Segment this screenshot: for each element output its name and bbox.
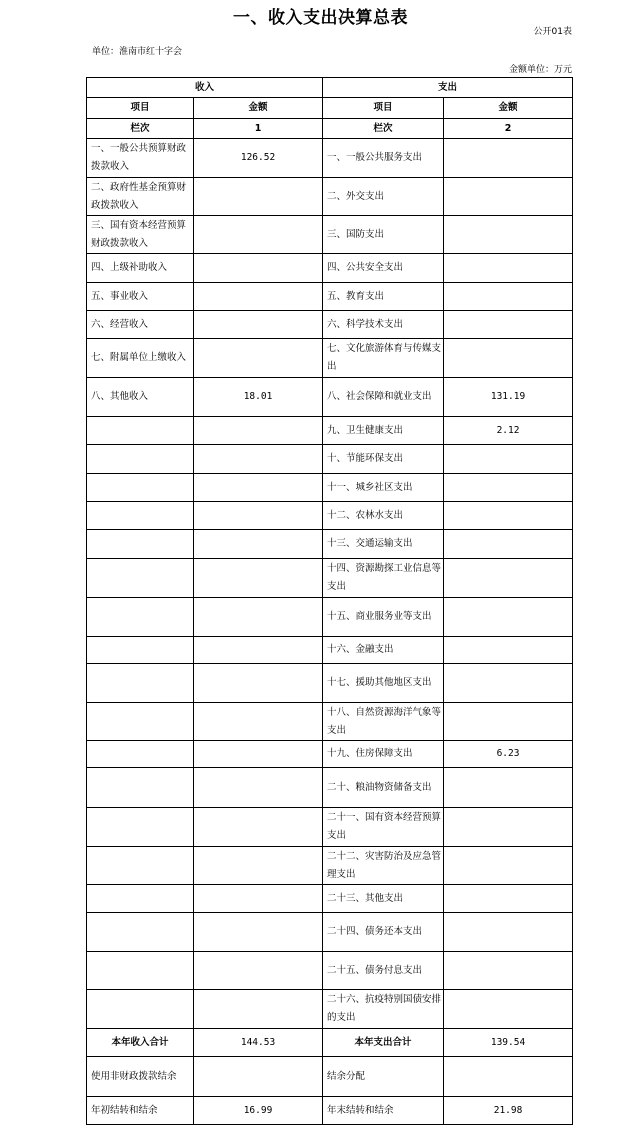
expense-item-cell: 四、公共安全支出 bbox=[323, 254, 444, 283]
income-item-cell bbox=[87, 741, 194, 768]
income-item-cell: 七、附属单位上缴收入 bbox=[87, 339, 194, 378]
income-amount-cell bbox=[194, 598, 323, 637]
income-amount-cell bbox=[194, 952, 323, 990]
expense-amount-cell: 131.19 bbox=[444, 378, 573, 417]
table-row bbox=[87, 254, 573, 283]
income-amount-cell bbox=[194, 741, 323, 768]
column-index-label: 栏次 bbox=[323, 119, 444, 139]
income-column-index: 1 bbox=[194, 119, 323, 139]
income-amount-cell bbox=[194, 637, 323, 664]
expense-item-cell: 十九、住房保障支出 bbox=[323, 741, 444, 768]
expense-amount-cell bbox=[444, 885, 573, 913]
table-row bbox=[87, 637, 573, 664]
income-amount-cell bbox=[194, 703, 323, 741]
table-row bbox=[87, 178, 573, 216]
income-amount-cell bbox=[194, 339, 323, 378]
income-amount-cell: 18.01 bbox=[194, 378, 323, 417]
income-item-cell bbox=[87, 637, 194, 664]
table-row bbox=[87, 139, 573, 178]
income-amount-cell bbox=[194, 559, 323, 598]
expense-amount-cell bbox=[444, 474, 573, 502]
expense-total-amount: 139.54 bbox=[444, 1029, 573, 1057]
expense-item-cell: 二十三、其他支出 bbox=[323, 885, 444, 913]
expense-column-index: 2 bbox=[444, 119, 573, 139]
income-item-cell bbox=[87, 598, 194, 637]
table-row bbox=[87, 703, 573, 741]
income-amount-cell bbox=[194, 502, 323, 530]
table-row bbox=[87, 1057, 573, 1097]
expense-item-cell: 五、教育支出 bbox=[323, 283, 444, 311]
table-row bbox=[87, 502, 573, 530]
table-row bbox=[87, 378, 573, 417]
expense-amount-cell: 2.12 bbox=[444, 417, 573, 445]
expense-amount-cell bbox=[444, 216, 573, 254]
expense-item-cell: 三、国防支出 bbox=[323, 216, 444, 254]
expense-amount-cell bbox=[444, 339, 573, 378]
income-item-cell bbox=[87, 913, 194, 952]
income-item-cell bbox=[87, 664, 194, 703]
totals-row bbox=[87, 1029, 573, 1057]
income-amount-cell bbox=[194, 885, 323, 913]
expense-item-cell: 二十二、灾害防治及应急管理支出 bbox=[323, 847, 444, 885]
income-amount-cell bbox=[194, 216, 323, 254]
income-amount-cell: 126.52 bbox=[194, 139, 323, 178]
expense-amount-cell bbox=[444, 847, 573, 885]
group-header-row bbox=[87, 78, 573, 98]
table-row bbox=[87, 530, 573, 559]
income-item-cell bbox=[87, 530, 194, 559]
expense-amount-cell bbox=[444, 178, 573, 216]
expense-item-cell: 六、科学技术支出 bbox=[323, 311, 444, 339]
income-amount-cell bbox=[194, 445, 323, 474]
table-row bbox=[87, 808, 573, 847]
expense-item-cell: 十、节能环保支出 bbox=[323, 445, 444, 474]
expense-amount-cell bbox=[444, 664, 573, 703]
table-row bbox=[87, 445, 573, 474]
income-amount-cell bbox=[194, 913, 323, 952]
table-row bbox=[87, 283, 573, 311]
table-row bbox=[87, 339, 573, 378]
income-item-cell bbox=[87, 417, 194, 445]
income-item-cell bbox=[87, 847, 194, 885]
table-row bbox=[87, 913, 573, 952]
income-item-cell bbox=[87, 990, 194, 1029]
income-amount-cell bbox=[194, 990, 323, 1029]
expense-amount-cell bbox=[444, 502, 573, 530]
income-item-cell: 一、一般公共预算财政拨款收入 bbox=[87, 139, 194, 178]
unit-label: 单位：淮南市红十字会 bbox=[92, 47, 183, 57]
income-amount-cell bbox=[194, 768, 323, 808]
table-row bbox=[87, 216, 573, 254]
income-item-cell bbox=[87, 559, 194, 598]
expense-amount-cell bbox=[444, 530, 573, 559]
income-item-cell bbox=[87, 474, 194, 502]
expense-amount-cell bbox=[444, 311, 573, 339]
expense-amount-cell bbox=[444, 637, 573, 664]
income-amount-cell bbox=[194, 808, 323, 847]
form-number: 公开01表 bbox=[533, 27, 572, 37]
income-amount-cell bbox=[194, 254, 323, 283]
income-item-cell bbox=[87, 445, 194, 474]
expense-amount-cell bbox=[444, 445, 573, 474]
table-row bbox=[87, 474, 573, 502]
expense-item-cell: 九、卫生健康支出 bbox=[323, 417, 444, 445]
income-item-cell bbox=[87, 703, 194, 741]
income-amount-header: 金额 bbox=[194, 98, 323, 119]
expense-amount-cell bbox=[444, 1057, 573, 1097]
income-item-cell bbox=[87, 768, 194, 808]
income-item-cell: 六、经营收入 bbox=[87, 311, 194, 339]
expense-amount-cell bbox=[444, 990, 573, 1029]
income-amount-cell bbox=[194, 417, 323, 445]
column-index-row bbox=[87, 119, 573, 139]
income-expense-table bbox=[86, 77, 573, 1125]
income-amount-cell bbox=[194, 664, 323, 703]
expense-item-cell: 十六、金融支出 bbox=[323, 637, 444, 664]
expense-amount-cell bbox=[444, 808, 573, 847]
expense-amount-cell bbox=[444, 254, 573, 283]
expense-amount-cell bbox=[444, 703, 573, 741]
income-amount-cell bbox=[194, 1057, 323, 1097]
table-row bbox=[87, 664, 573, 703]
expense-amount-cell bbox=[444, 952, 573, 990]
expense-amount-cell bbox=[444, 139, 573, 178]
income-amount-cell: 16.99 bbox=[194, 1097, 323, 1125]
income-amount-cell bbox=[194, 474, 323, 502]
income-total-amount: 144.53 bbox=[194, 1029, 323, 1057]
column-header-row bbox=[87, 98, 573, 119]
income-item-cell: 四、上级补助收入 bbox=[87, 254, 194, 283]
expense-item-cell: 年末结转和结余 bbox=[323, 1097, 444, 1125]
income-amount-cell bbox=[194, 530, 323, 559]
expense-item-cell: 十三、交通运输支出 bbox=[323, 530, 444, 559]
expense-item-cell: 十一、城乡社区支出 bbox=[323, 474, 444, 502]
income-item-header: 项目 bbox=[87, 98, 194, 119]
amount-unit-label: 金额单位：万元 bbox=[508, 65, 572, 75]
expense-item-cell: 七、文化旅游体育与传媒支出 bbox=[323, 339, 444, 378]
expense-item-cell: 二十四、债务还本支出 bbox=[323, 913, 444, 952]
income-item-cell bbox=[87, 885, 194, 913]
expense-total-label: 本年支出合计 bbox=[323, 1029, 444, 1057]
table-row bbox=[87, 768, 573, 808]
income-item-cell: 五、事业收入 bbox=[87, 283, 194, 311]
expense-amount-header: 金额 bbox=[444, 98, 573, 119]
expense-item-cell: 十七、援助其他地区支出 bbox=[323, 664, 444, 703]
income-amount-cell bbox=[194, 178, 323, 216]
expense-item-cell: 二十五、债务付息支出 bbox=[323, 952, 444, 990]
table-row bbox=[87, 311, 573, 339]
income-item-cell bbox=[87, 502, 194, 530]
expense-amount-cell bbox=[444, 559, 573, 598]
table-row bbox=[87, 885, 573, 913]
income-item-cell: 使用非财政拨款结余 bbox=[87, 1057, 194, 1097]
table-row bbox=[87, 847, 573, 885]
income-item-cell: 三、国有资本经营预算财政拨款收入 bbox=[87, 216, 194, 254]
table-row bbox=[87, 990, 573, 1029]
table-row bbox=[87, 598, 573, 637]
expense-item-cell: 二、外交支出 bbox=[323, 178, 444, 216]
column-index-label: 栏次 bbox=[87, 119, 194, 139]
income-item-cell bbox=[87, 952, 194, 990]
expense-amount-cell: 21.98 bbox=[444, 1097, 573, 1125]
page-title: 一、收入支出决算总表 bbox=[233, 8, 408, 28]
expense-group-header: 支出 bbox=[323, 78, 573, 98]
income-item-cell: 八、其他收入 bbox=[87, 378, 194, 417]
income-amount-cell bbox=[194, 283, 323, 311]
expense-item-cell: 二十一、国有资本经营预算支出 bbox=[323, 808, 444, 847]
table-row bbox=[87, 741, 573, 768]
income-item-cell: 年初结转和结余 bbox=[87, 1097, 194, 1125]
expense-amount-cell bbox=[444, 768, 573, 808]
expense-item-cell: 十二、农林水支出 bbox=[323, 502, 444, 530]
expense-item-header: 项目 bbox=[323, 98, 444, 119]
expense-item-cell: 十五、商业服务业等支出 bbox=[323, 598, 444, 637]
income-item-cell bbox=[87, 808, 194, 847]
expense-amount-cell bbox=[444, 598, 573, 637]
table-row bbox=[87, 1097, 573, 1125]
income-amount-cell bbox=[194, 311, 323, 339]
expense-item-cell: 八、社会保障和就业支出 bbox=[323, 378, 444, 417]
income-amount-cell bbox=[194, 847, 323, 885]
table-row bbox=[87, 952, 573, 990]
expense-item-cell: 二十六、抗疫特别国债安排的支出 bbox=[323, 990, 444, 1029]
expense-item-cell: 一、一般公共服务支出 bbox=[323, 139, 444, 178]
expense-item-cell: 二十、粮油物资储备支出 bbox=[323, 768, 444, 808]
expense-item-cell: 十八、自然资源海洋气象等支出 bbox=[323, 703, 444, 741]
expense-amount-cell bbox=[444, 283, 573, 311]
expense-item-cell: 结余分配 bbox=[323, 1057, 444, 1097]
expense-item-cell: 十四、资源勘探工业信息等支出 bbox=[323, 559, 444, 598]
income-item-cell: 二、政府性基金预算财政拨款收入 bbox=[87, 178, 194, 216]
expense-amount-cell: 6.23 bbox=[444, 741, 573, 768]
table-row bbox=[87, 417, 573, 445]
expense-amount-cell bbox=[444, 913, 573, 952]
table-row bbox=[87, 559, 573, 598]
income-group-header: 收入 bbox=[87, 78, 323, 98]
income-total-label: 本年收入合计 bbox=[87, 1029, 194, 1057]
